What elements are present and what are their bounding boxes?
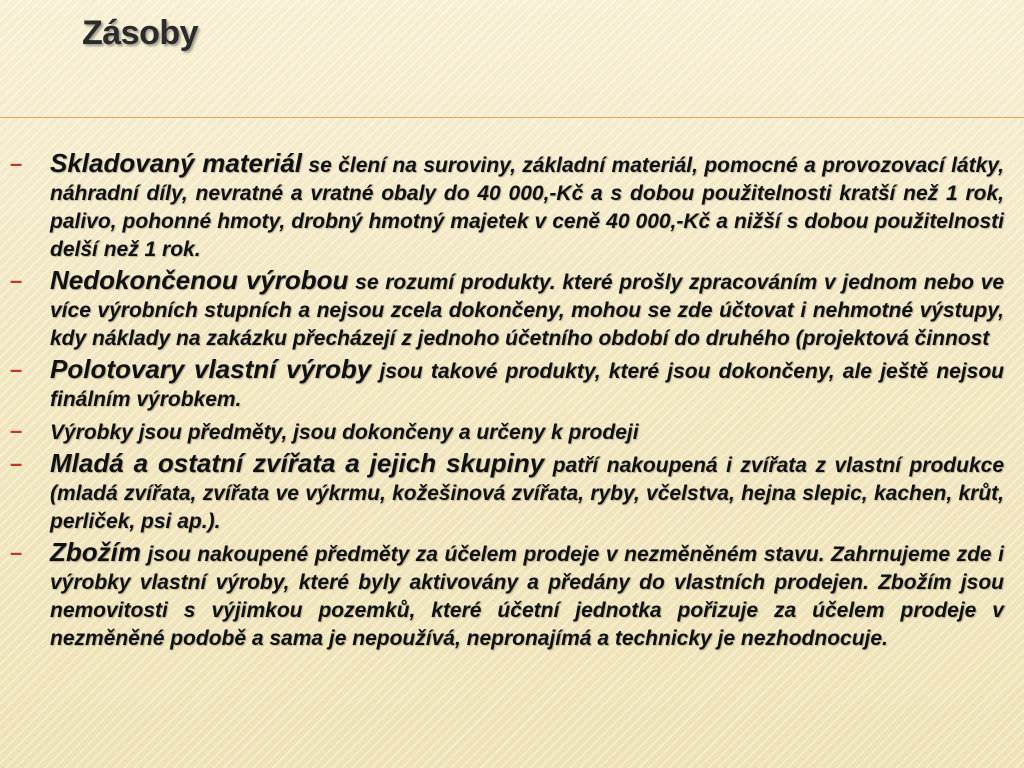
bullet-item-zbozi [10,539,1004,652]
bullet-item-zvirata [10,450,1004,535]
bullet-item-nedokoncena-vyroba [10,267,1004,352]
bullet-dash-icon: – [10,451,23,476]
title-divider [0,117,1024,118]
slide-title: Zásoby [82,14,199,52]
bullet-list [10,150,1004,656]
bullet-text: jsou nakoupené předměty za účelem prodeje v nezměněném stavu. Zahrnujeme zde i výrobky vlastní výroby, které byly aktivovány a předány do vlastních prodejen. Zbožím jsou nemovitosti s výjimkou pozemků, které účetní jednotka pořizuje za účelem prodeje v nezměněné podobě a sama je nepoužívá, nepronajímá a technicky je nezhodnocuje. [50,543,1004,650]
bullet-lead: Skladovaný materiál [50,148,303,178]
bullet-dash-icon: – [10,418,23,443]
bullet-dash-icon: – [10,268,23,293]
bullet-text: jsou takové produkty, které jsou dokončeny, ale ještě nejsou finálním výrobkem. [50,360,1004,411]
bullet-text: se rozumí produkty. které prošly zpracováním v jednom nebo ve více výrobních stupních a nejsou zcela dokončeny, mohou se zde účtovat i nehmotné výstupy, kdy náklady na zakázku přecházejí z jednoho účetního období do druhého (projektová činnost [50,271,1005,350]
bullet-dash-icon: – [10,540,23,565]
bullet-lead: Polotovary vlastní výroby [50,354,372,384]
bullet-item-polotovary [10,356,1004,413]
bullet-dash-icon: – [10,357,23,382]
bullet-lead: Mladá a ostatní zvířata a jejich skupiny [50,448,545,478]
bullet-item-skladovany-material [10,150,1004,263]
bullet-text: Výrobky jsou předměty, jsou dokončeny a určeny k prodeji [50,421,639,444]
bullet-lead: Nedokončenou výrobou [50,265,349,295]
bullet-text: se člení na suroviny, základní materiál, pomocné a provozovací látky, náhradní díly, nevratné a vratné obaly do 40 000,-Kč a s dobou použitelnosti kratší než 1 rok, palivo, pohonné hmoty, drobný hmotný majetek v ceně 40 000,-Kč a nižší s dobou použitelnosti delší než 1 rok. [50,154,1004,261]
bullet-item-vyrobky [10,417,1004,446]
bullet-dash-icon: – [10,151,23,176]
bullet-lead: Zbožím [50,537,141,567]
bullet-text: patří nakoupená i zvířata z vlastní produkce (mladá zvířata, zvířata ve výkrmu, kožešinová zvířata, ryby, včelstva, hejna slepic, kachen, krůt, perliček, psi ap.). [50,454,1005,533]
